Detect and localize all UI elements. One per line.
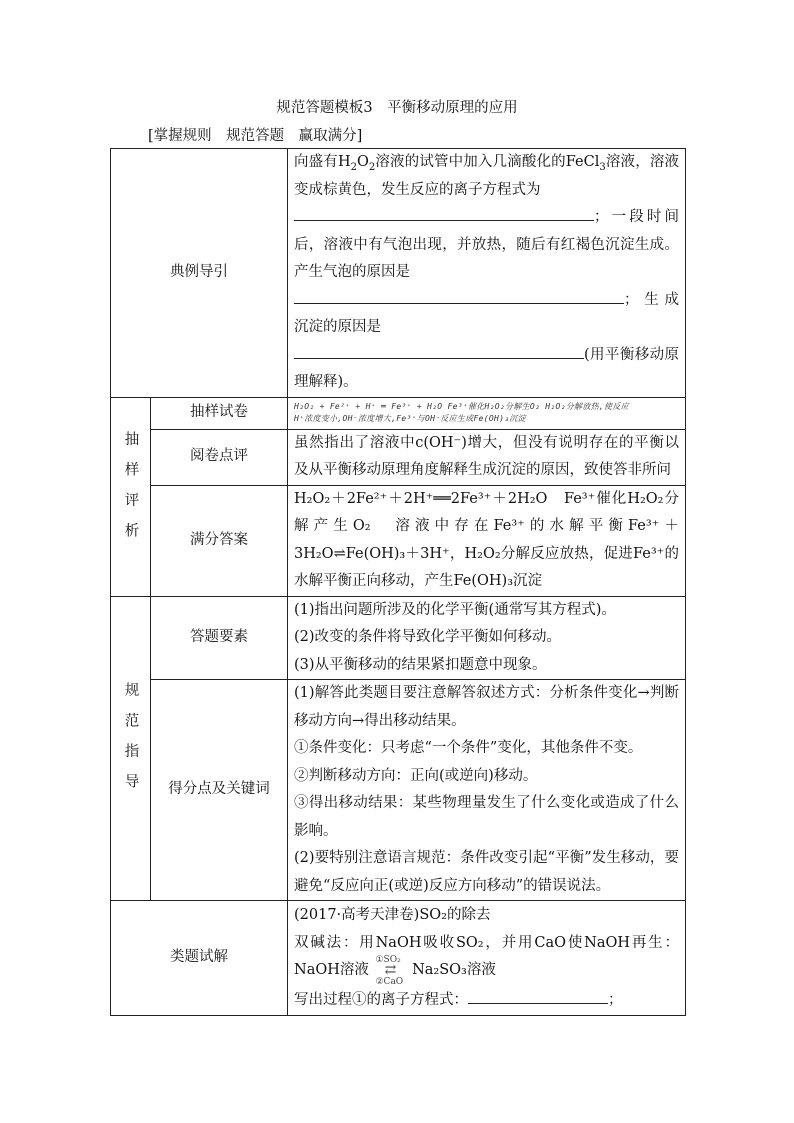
answer-blank-1[interactable] bbox=[294, 204, 594, 221]
list-item: ②判断移动方向：正向(或逆向)移动。 bbox=[294, 767, 538, 784]
arrow-icon: ⇄ bbox=[384, 962, 397, 978]
answer-blank-2[interactable] bbox=[294, 287, 624, 304]
row-full-answer bbox=[111, 485, 686, 596]
row-sample-paper bbox=[111, 397, 686, 429]
label-example: 典例导引 bbox=[111, 149, 288, 398]
handwritten-answer: H₂O₂ + Fe²⁺ + H⁺ ═ Fe³⁺ + H₂O Fe³⁺催化H₂O₂分解生O₂ H₂O₂分解放热,使反应 H⁺浓度变小,OH⁻浓度增大,Fe³⁺与OH⁻反应生成Fe(OH)₃沉淀 bbox=[288, 397, 686, 429]
row-points bbox=[111, 680, 686, 901]
page-title: 规范答题模板3 平衡移动原理的应用 bbox=[276, 100, 518, 116]
row-similar bbox=[111, 901, 686, 1016]
list-item: (2)要特别注意语言规范：条件改变引起“平衡”发生移动，要避免“反应向正(或逆)反应方向移动”的错误说法。 bbox=[294, 850, 679, 894]
similar-content: (2017·高考天津卷)SO₂的除去 双碱法：用NaOH吸收SO₂，并用CaO使NaOH再生：NaOH溶液 ①SO₂ ⇄ ②CaO Na₂SO₃溶液 写出过程①的离子方程式： ； bbox=[288, 901, 686, 1016]
page-subtitle: [掌握规则 规范答题 赢取满分] bbox=[148, 128, 363, 144]
template-table bbox=[110, 148, 686, 1016]
row-elements bbox=[111, 596, 686, 680]
list-item: (1)解答此类题目要注意解答叙述方式：分析条件变化→判断移动方向→得出移动结果。 bbox=[294, 685, 679, 729]
full-answer-text: H₂O₂＋2Fe²⁺＋2H⁺══2Fe³⁺＋2H₂O Fe³⁺催化H₂O₂分解产生O₂ 溶液中存在Fe³⁺的水解平衡Fe³⁺＋3H₂O⇌Fe(OH)₃＋3H⁺，H₂O₂分解反应放热，促进Fe³⁺的水解平衡正向移动，产生Fe(OH)₃沉淀 bbox=[288, 485, 686, 596]
list-item: (2)改变的条件将导致化学平衡如何移动。 bbox=[294, 629, 562, 645]
equilibrium-arrow-icon: ⇌ bbox=[333, 545, 346, 562]
list-item: ①条件变化：只考虑“一个条件”变化，其他条件不变。 bbox=[294, 740, 643, 756]
row-review bbox=[111, 429, 686, 485]
label-full-answer: 满分答案 bbox=[151, 485, 288, 596]
elements-list bbox=[288, 596, 686, 680]
review-text: 虽然指出了溶液中c(OH⁻)增大，但没有说明存在的平衡以及从平衡移动原理角度解释生成沉淀的原因，致使答非所问 bbox=[288, 429, 686, 485]
label-sample-group: 抽样评析 bbox=[111, 397, 151, 596]
label-guide-group: 规范指导 bbox=[111, 596, 151, 901]
example-content: 向盛有$H_2O_2$溶液的试管中加入几滴酸化的FeCl$_3$溶液，溶液变成棕黄色，发生反应的离子方程式为 ；一段时间后，溶液中有气泡出现，并放热，随后有红褐色沉淀生成。产生气泡的原因是 ；生成沉淀的原因是 (用平衡移动原理解释)。 bbox=[288, 149, 686, 398]
label-points: 得分点及关键词 bbox=[151, 680, 288, 901]
answer-blank-4[interactable] bbox=[468, 987, 608, 1004]
label-elements: 答题要素 bbox=[151, 596, 288, 680]
list-item: (3)从平衡移动的结果紧扣题意中现象。 bbox=[294, 656, 547, 673]
row-example bbox=[111, 149, 686, 398]
label-similar: 类题试解 bbox=[111, 901, 288, 1016]
label-review: 阅卷点评 bbox=[151, 429, 288, 485]
reaction-arrow: ①SO₂ ⇄ ②CaO bbox=[373, 957, 407, 987]
list-item: ③得出移动结果：某些物理量发生了什么变化或造成了什么影响。 bbox=[294, 795, 679, 839]
points-list bbox=[288, 680, 686, 901]
list-item: (1)指出问题所涉及的化学平衡(通常写其方程式)。 bbox=[294, 601, 616, 618]
label-sample-paper: 抽样试卷 bbox=[151, 397, 288, 429]
answer-blank-3[interactable] bbox=[294, 342, 584, 359]
